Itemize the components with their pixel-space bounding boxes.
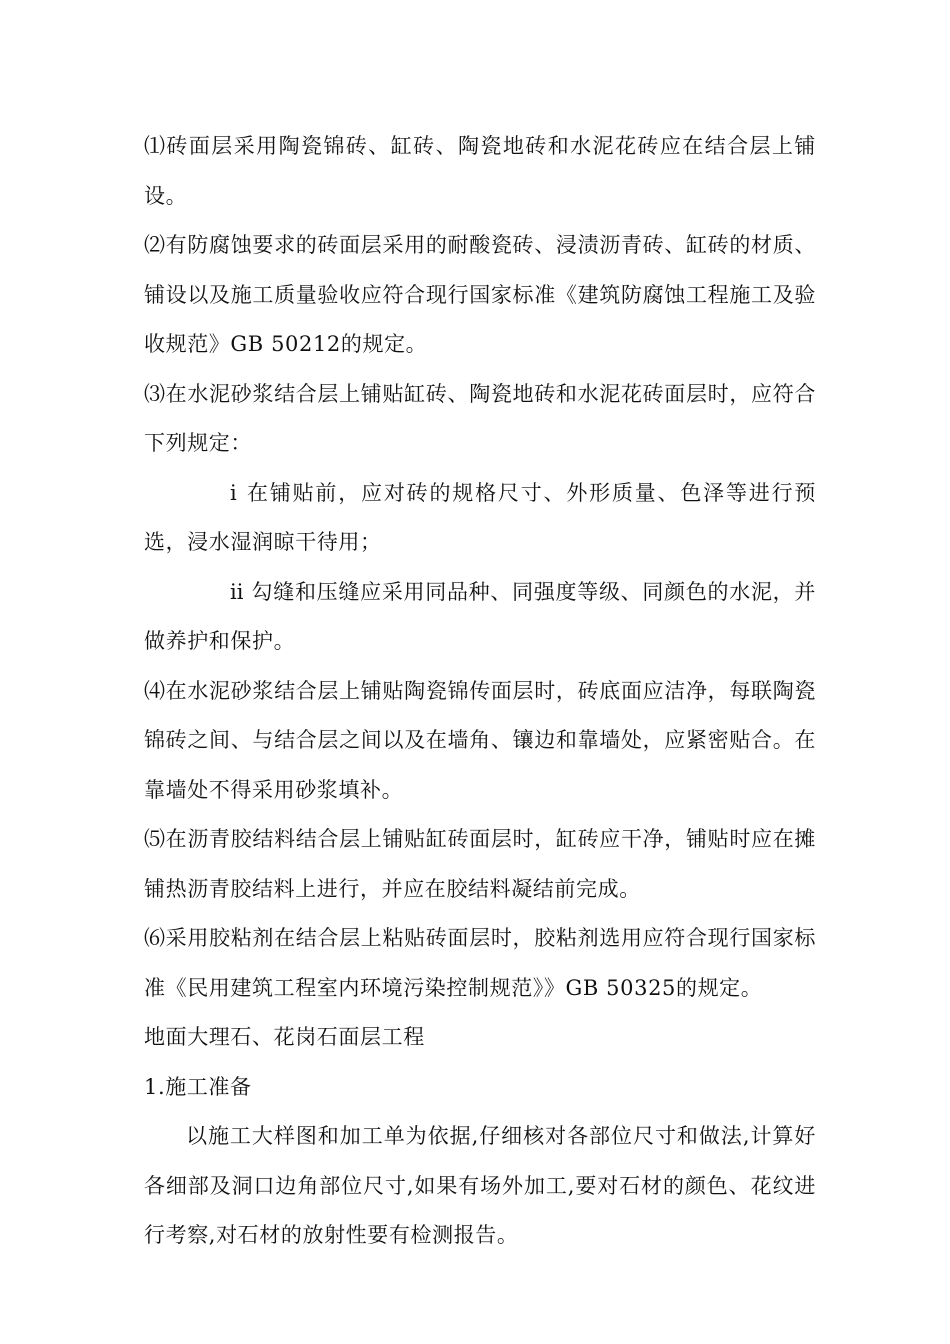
paragraph-3-item-ii: ⅱ 勾缝和压缝应采用同品种、同强度等级、同颜色的水泥，并做养护和保护。 bbox=[144, 579, 816, 653]
paragraph-7: 以施工大样图和加工单为依据,仔细核对各部位尺寸和做法,计算好各细部及洞口边角部位尺寸,如果有场外加工,要对石材的颜色、花纹进行考察,对石材的放射性要有检测报告。 bbox=[144, 1124, 816, 1247]
paragraph-3-item-i: ⅰ 在铺贴前，应对砖的规格尺寸、外形质量、色泽等进行预选，浸水湿润晾干待用； bbox=[144, 480, 816, 554]
paragraph-6: ⑹采用胶粘剂在结合层上粘贴砖面层时，胶粘剂选用应符合现行国家标准《民用建筑工程室内环境污染控制规范》》GB 50325的规定。 bbox=[144, 926, 816, 1000]
paragraph-4: ⑷在水泥砂浆结合层上铺贴陶瓷锦传面层时，砖底面应洁净，每联陶瓷锦砖之间、与结合层之间以及在墙角、镶边和靠墙处，应紧密贴合。在靠墙处不得采用砂浆填补。 bbox=[144, 678, 816, 802]
paragraph-2: ⑵有防腐蚀要求的砖面层采用的耐酸瓷砖、浸渍沥青砖、缸砖的材质、铺设以及施工质量验收应符合现行国家标准《建筑防腐蚀工程施工及验收规范》GB 50212的规定。 bbox=[144, 233, 816, 356]
paragraph-1: ⑴砖面层采用陶瓷锦砖、缸砖、陶瓷地砖和水泥花砖应在结合层上铺设。 bbox=[144, 134, 816, 208]
section-heading: 地面大理石、花岗石面层工程 bbox=[144, 1025, 425, 1049]
subsection-heading: 1.施工准备 bbox=[144, 1074, 252, 1099]
paragraph-3: ⑶在水泥砂浆结合层上铺贴缸砖、陶瓷地砖和水泥花砖面层时，应符合下列规定： bbox=[144, 381, 816, 455]
paragraph-5: ⑸在沥青胶结料结合层上铺贴缸砖面层时，缸砖应干净，铺贴时应在摊铺热沥青胶结料上进行，并应在胶结料凝结前完成。 bbox=[144, 827, 816, 901]
document-page bbox=[144, 122, 816, 1261]
